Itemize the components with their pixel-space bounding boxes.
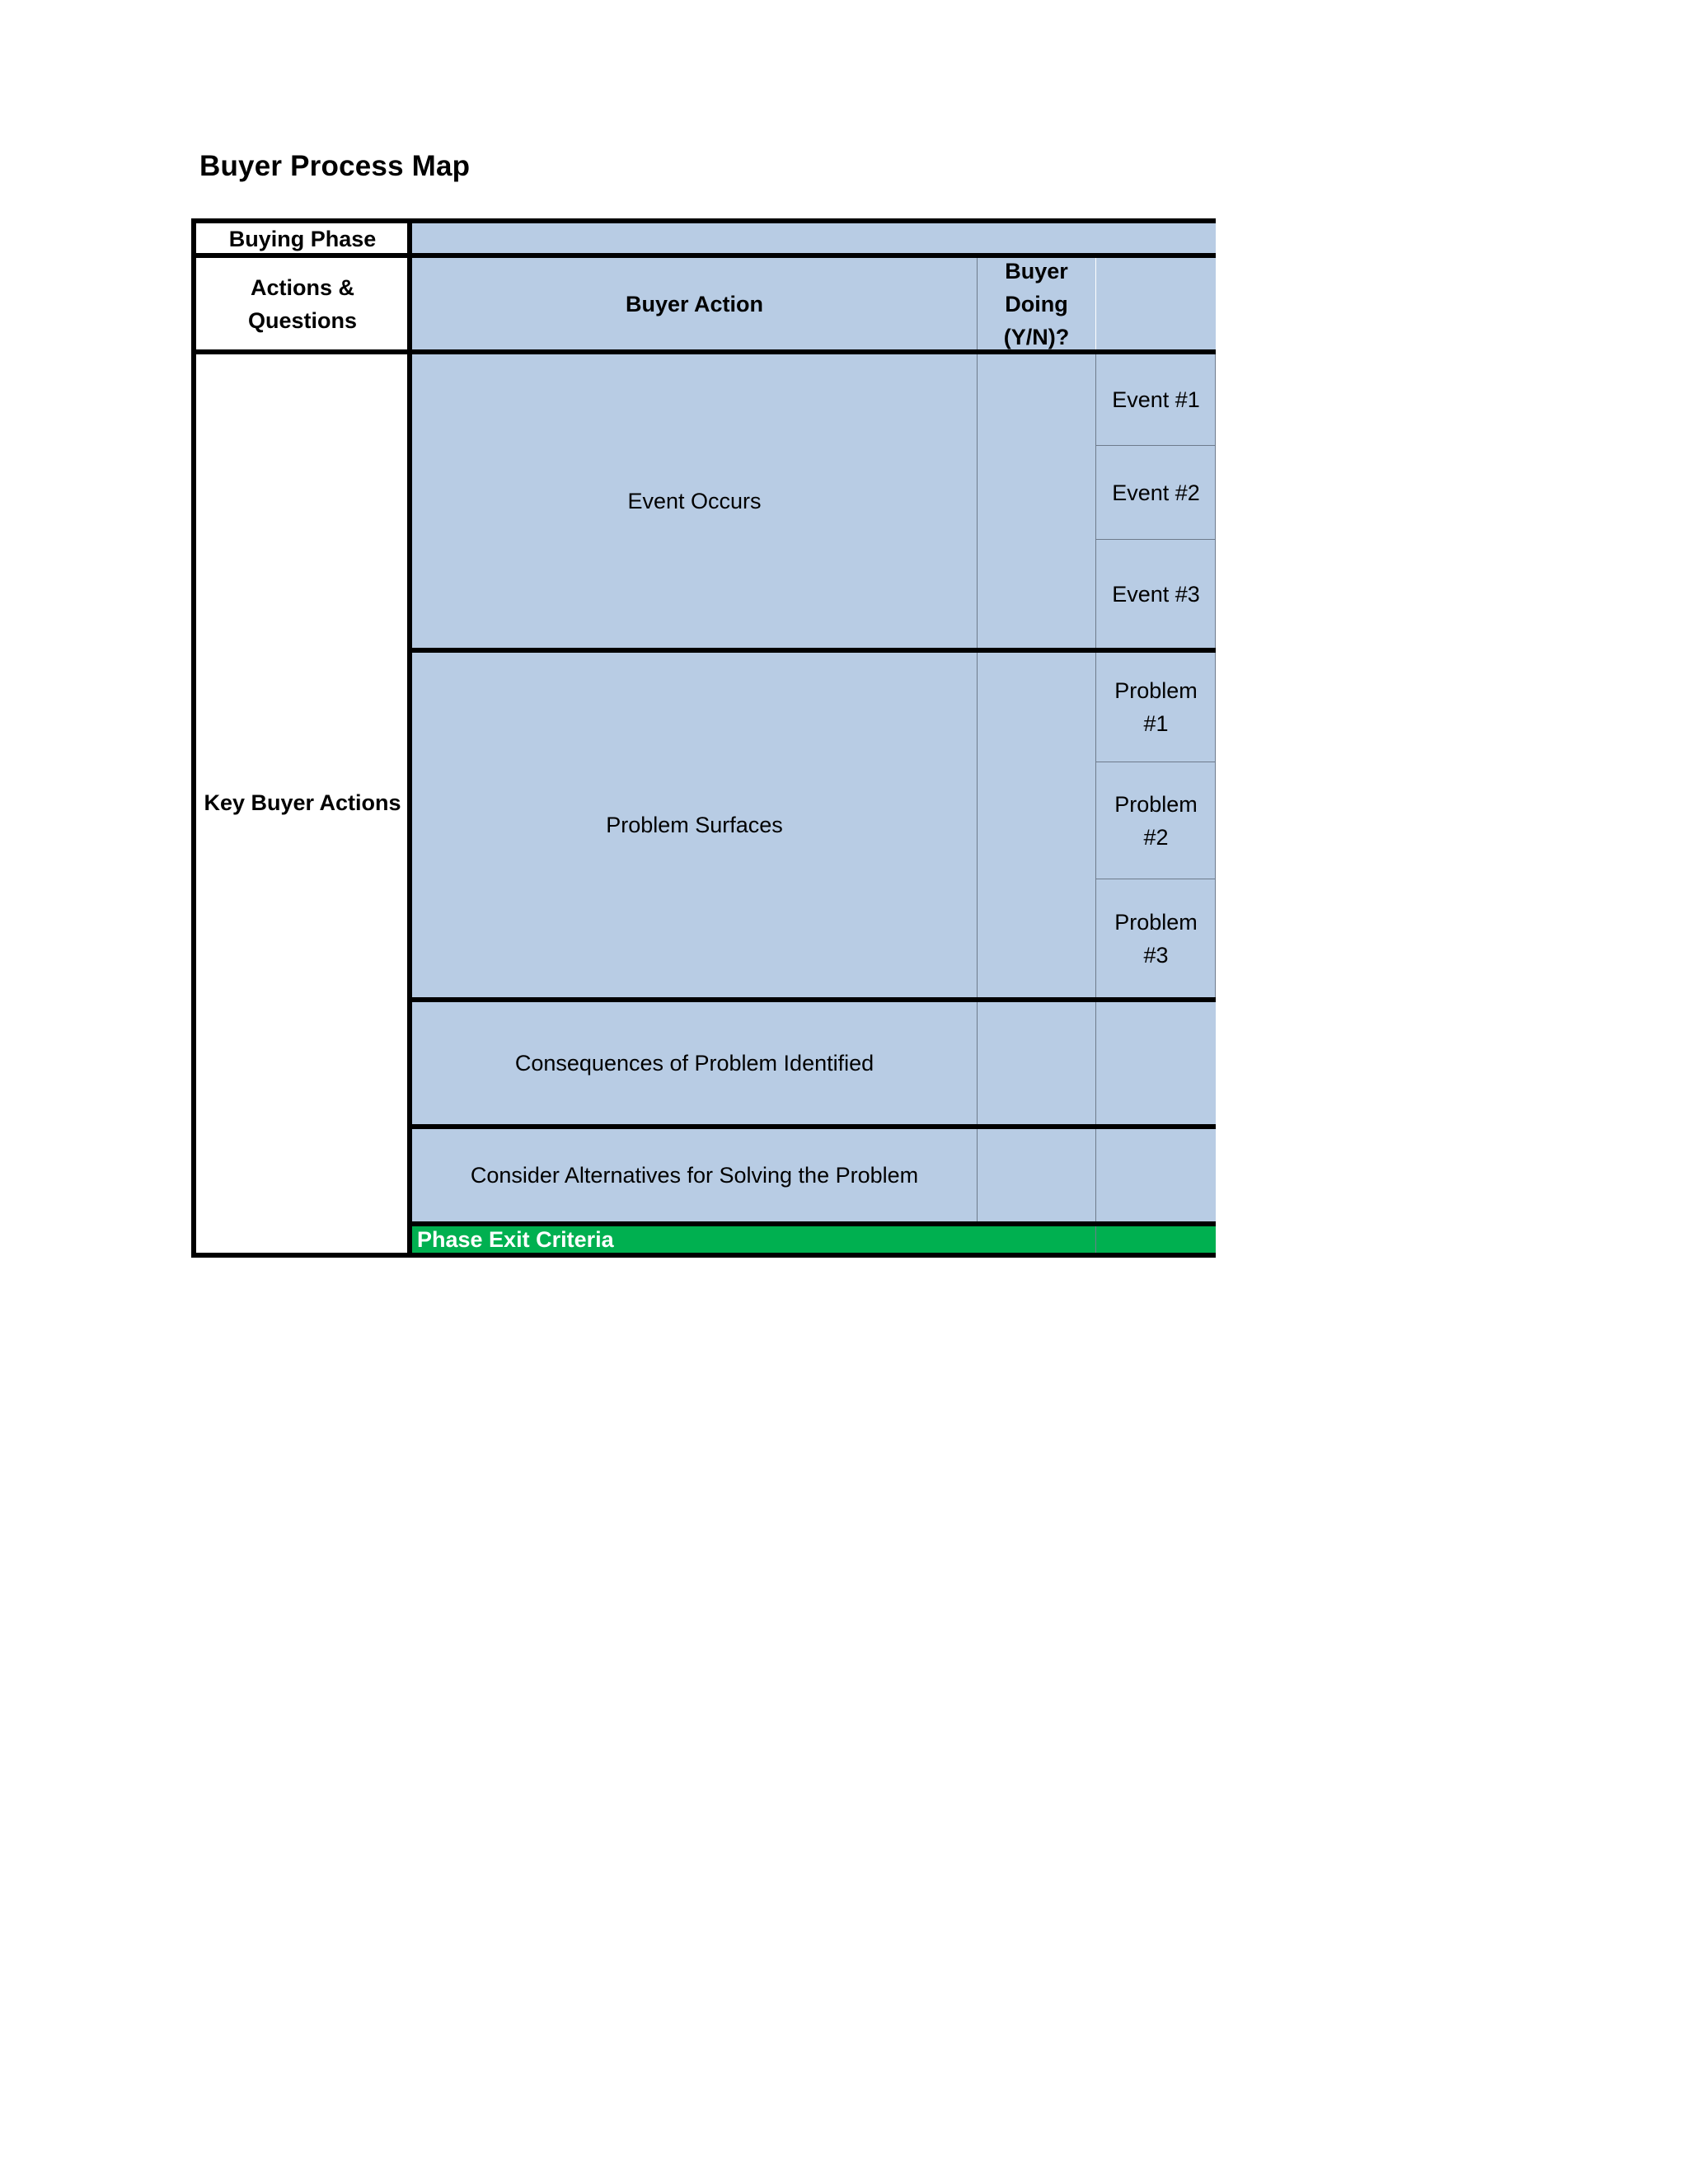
problem-item-3: Problem #3 — [1096, 879, 1216, 997]
row-event-occurs-action: Event Occurs — [412, 354, 977, 648]
row-alternatives-detail[interactable] — [1096, 1129, 1216, 1221]
buyer-doing-header: Buyer Doing (Y/N)? — [978, 258, 1095, 350]
event-item-2: Event #2 — [1096, 446, 1216, 539]
buying-phase-label: Buying Phase — [228, 227, 377, 251]
border-line — [191, 253, 1216, 258]
event-item-3: Event #3 — [1096, 540, 1216, 648]
buying-phase-value[interactable] — [412, 223, 1216, 255]
border-line — [191, 1253, 1216, 1258]
phase-exit-criteria: Phase Exit Criteria — [412, 1226, 1095, 1253]
buyer-action-header: Buyer Action — [412, 258, 977, 350]
border-line — [407, 648, 1216, 653]
grid-line — [1095, 354, 1096, 1253]
border-line — [191, 218, 196, 1258]
border-line — [407, 1221, 1216, 1226]
border-line — [407, 997, 1216, 1002]
page-title: Buyer Process Map — [199, 150, 471, 182]
event-item-1: Event #1 — [1096, 354, 1216, 445]
border-line — [191, 349, 1216, 354]
border-line — [407, 1124, 1216, 1129]
grid-line — [1215, 354, 1216, 997]
row-alternatives-action: Consider Alternatives for Solving the Problem — [412, 1129, 977, 1221]
header-detail-cell — [1096, 258, 1216, 350]
border-line — [407, 218, 412, 1258]
phase-exit-detail[interactable] — [1096, 1226, 1216, 1253]
grid-line — [1096, 539, 1216, 540]
problem-item-2: Problem #2 — [1096, 762, 1216, 879]
border-line — [191, 218, 1216, 223]
row-consequences-doing[interactable] — [978, 1002, 1095, 1124]
key-buyer-actions-label: Key Buyer Actions — [204, 790, 401, 815]
grid-line — [977, 258, 978, 1226]
row-problem-surfaces-action: Problem Surfaces — [412, 653, 977, 997]
grid-line — [1096, 445, 1216, 446]
row-alternatives-doing[interactable] — [978, 1129, 1095, 1221]
problem-item-1: Problem #1 — [1096, 653, 1216, 762]
row-consequences-action: Consequences of Problem Identified — [412, 1002, 977, 1124]
row-event-occurs-doing[interactable] — [978, 354, 1095, 648]
row-consequences-detail[interactable] — [1096, 1002, 1216, 1124]
row-problem-surfaces-doing[interactable] — [978, 653, 1095, 997]
actions-questions-label: Actions & Questions — [247, 275, 358, 333]
